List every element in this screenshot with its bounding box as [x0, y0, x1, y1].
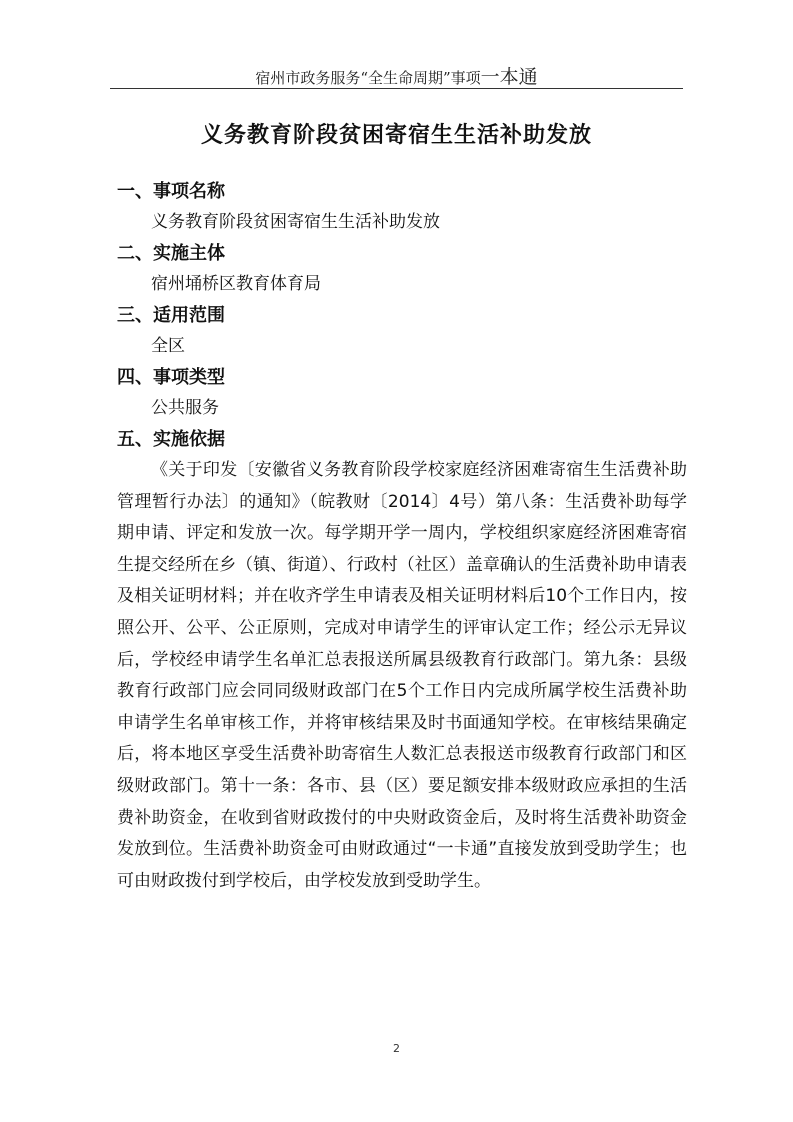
section-heading: 三、适用范围 — [117, 305, 225, 326]
legal-basis-paragraph: 《关于印发〔安徽省义务教育阶段学校家庭经济困难寄宿生生活费补助管理暂行办法〕的通知》（皖教财〔2014〕4号）第八条：生活费补助每学期申请、评定和发放一次。每学期开学一周内，学校组织家庭经济困难寄宿生提交经所在乡（镇、街道）、行政村（社区）盖章确认的生活费补助申请表及相关证明材料；并在收齐学生申请表及相关证明材料后10个工作日内，按照公开、公平、公正原则，完成对申请学生的评审认定工作；经公示无异议后，学校经申请学生名单汇总表报送所属县级教育行政部门。第九条：县级教育行政部门应会同同级财政部门在5个工作日内完成所属学校生活费补助申请学生名单审核工作，并将审核结果及时书面通知学校。在审核结果确定后，将本地区享受生活费补助寄宿生人数汇总表报送市级教育行政部门和区级财政部门。第十一条：各市、县（区）要足额安排本级财政应承担的生活费补助资金，在收到省财政拨付的中央财政资金后，及时将生活费补助资金发放到位。生活费补助资金可由财政通过“一卡通”直接发放到受助学生；也可由财政拨付到学校后，由学校发放到受助学生。 — [117, 460, 687, 891]
section-scope — [117, 300, 687, 362]
section-legal-basis — [117, 424, 687, 897]
document-title: 义务教育阶段贫困寄宿生生活补助发放 — [200, 123, 592, 148]
document-body — [117, 176, 687, 897]
header-text: 宿州市政务服务“全生命周期”事项 — [255, 69, 481, 87]
section-heading: 五、实施依据 — [117, 429, 225, 450]
section-item-name — [117, 176, 687, 238]
section-implementing-body — [117, 238, 687, 300]
section-heading: 二、实施主体 — [117, 243, 225, 264]
header-text-large: 一本通 — [480, 66, 538, 88]
section-value: 宿州埇桥区教育体育局 — [151, 274, 321, 294]
header-rule — [110, 88, 683, 89]
section-heading: 四、事项类型 — [117, 367, 225, 388]
section-value: 全区 — [151, 336, 185, 356]
page-header — [0, 62, 793, 89]
page-number: 2 — [393, 1042, 400, 1055]
section-item-type — [117, 362, 687, 424]
section-heading: 一、事项名称 — [117, 181, 225, 202]
section-value: 义务教育阶段贫困寄宿生生活补助发放 — [151, 212, 440, 232]
section-value: 公共服务 — [151, 398, 219, 418]
